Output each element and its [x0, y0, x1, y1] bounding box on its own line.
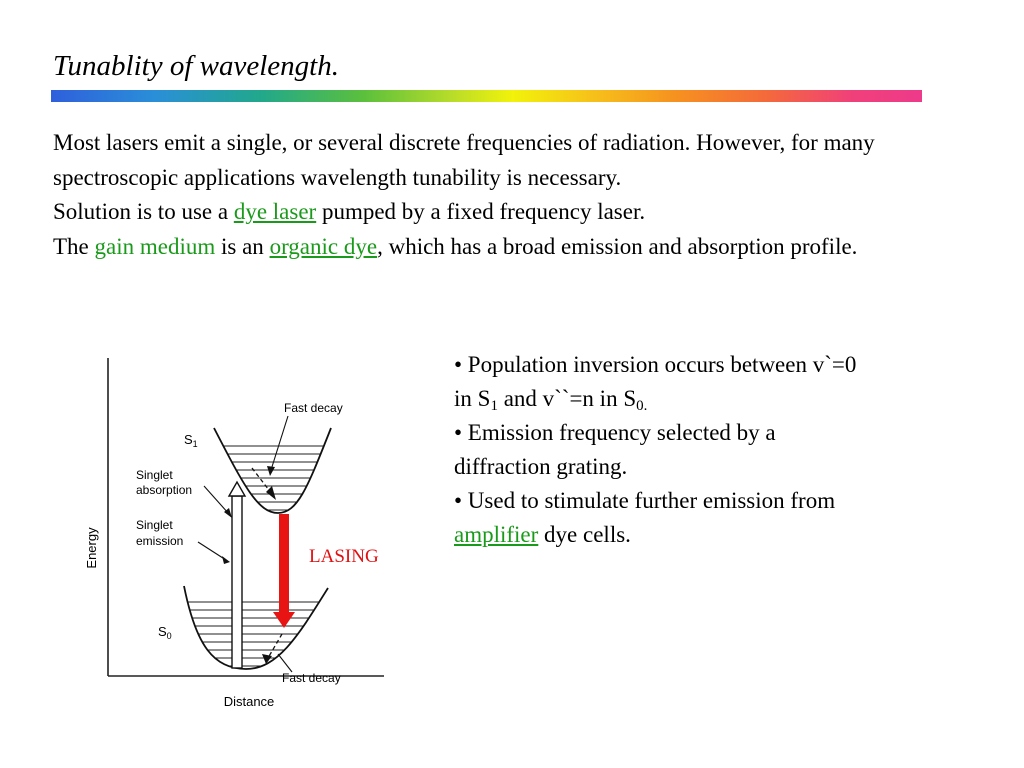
singlet-emission-label: Singlet emission — [136, 518, 184, 548]
title-rainbow-divider — [51, 90, 922, 102]
intro-line-3-start: The — [53, 233, 95, 259]
s0-subscript: 0. — [636, 398, 648, 414]
singlet-emission-pointer — [198, 542, 226, 560]
singlet-absorption-label: Singlet absorption — [136, 468, 193, 497]
absorption-arrowhead — [229, 482, 245, 496]
bullet-population-inversion — [454, 348, 874, 416]
bullet-1-text: • Population inversion occurs between v`=0 in S — [454, 352, 857, 411]
intro-line-1: Most lasers emit a single, or several discrete frequencies of radiation. However, for many spectroscopic applications wavelength tunability is necessary. — [53, 130, 875, 190]
lower-potential-curve — [184, 586, 328, 669]
intro-text — [53, 126, 913, 264]
intro-line-3-end: , which has a broad emission and absorption profile. — [377, 233, 858, 259]
bullet-emission-frequency: • Emission frequency selected by a diffraction grating. — [454, 420, 776, 479]
s0-label: $S_0$ — [158, 624, 172, 641]
intro-line-3 — [53, 230, 913, 265]
organic-dye-link[interactable]: organic dye — [269, 233, 378, 259]
intro-line-2-start: Solution is to use a — [53, 199, 234, 224]
bullet-3-text: • Used to stimulate further emission from — [454, 488, 836, 513]
distance-axis-label: Distance — [223, 694, 275, 709]
intro-line-3-mid: is an — [215, 233, 270, 259]
fast-decay-bottom-pointer — [278, 654, 292, 672]
fast-decay-upper-head — [266, 486, 276, 500]
intro-line-2-end: pumped by a fixed frequency laser. — [316, 199, 646, 224]
bullet-3-end: dye cells. — [538, 522, 631, 547]
intro-line-2 — [53, 195, 913, 230]
lasing-arrow-shaft — [279, 514, 289, 614]
singlet-emission-pointer-head — [222, 556, 230, 564]
fast-decay-top-label: Fast decay — [284, 401, 343, 415]
fast-decay-bottom-label: Fast decay — [282, 671, 341, 685]
dye-laser-link[interactable]: dye laser — [233, 199, 317, 224]
absorption-emission-bar — [232, 496, 242, 668]
gain-medium-term: gain medium — [94, 233, 216, 259]
energy-axis-label: Energy — [84, 527, 99, 569]
bullet-amplifier — [454, 484, 874, 552]
bullet-list — [454, 348, 874, 552]
bullet-1-mid: and v``=n in S — [497, 386, 637, 411]
lasing-label: LASING — [309, 546, 379, 567]
s1-label: $S_1$ — [184, 432, 198, 449]
amplifier-link[interactable]: amplifier — [454, 522, 539, 547]
slide-title: Tunablity of wavelength. — [53, 50, 339, 82]
upper-state-levels — [206, 446, 336, 510]
singlet-absorption-pointer — [204, 486, 229, 514]
s1-subscript: 1 — [490, 398, 498, 414]
fast-decay-top-pointer-head — [267, 466, 275, 476]
energy-level-diagram — [66, 336, 386, 728]
